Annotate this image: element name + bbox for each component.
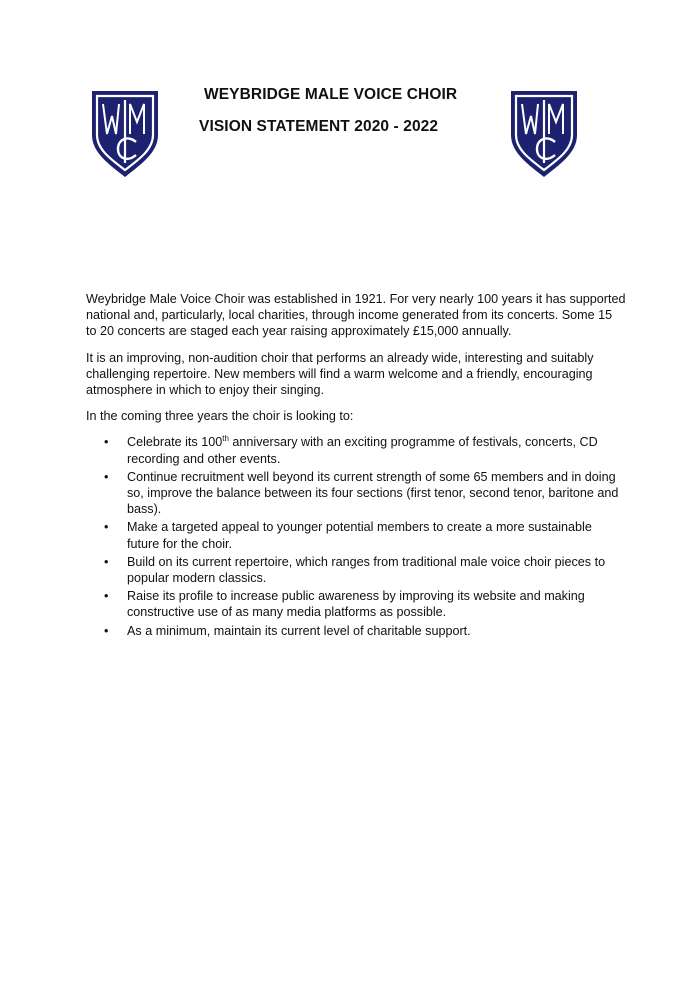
goals-intro-paragraph: In the coming three years the choir is looking to:	[86, 409, 354, 424]
choir-description-paragraph: It is an improving, non-audition choir that performs an already wide, interesting and suitably challenging repertoire. New members will find a warm welcome and a friendly, encouraging atmosphere in which to enjoy their singing.	[86, 350, 594, 398]
shield-crest-icon	[509, 89, 579, 179]
document-body	[86, 291, 626, 641]
vision-statement-heading: VISION STATEMENT 2020 - 2022	[199, 118, 439, 135]
goal-item: • Celebrate its 100th anniversary with an exciting programme of festivals, concerts, CD recording and other events.	[104, 434, 598, 466]
goal-item: • Continue recruitment well beyond its current strength of some 65 members and in doing so, improve the balance between its four sections (first tenor, second tenor, baritone and bass).	[104, 469, 619, 517]
goal-item: • As a minimum, maintain its current level of charitable support.	[104, 623, 471, 638]
bullet-icon: •	[104, 589, 109, 604]
choir-crest-logo-right	[509, 89, 579, 179]
bullet-icon: •	[104, 623, 109, 638]
choir-name-heading: WEYBRIDGE MALE VOICE CHOIR	[204, 86, 458, 103]
bullet-icon: •	[104, 435, 109, 450]
shield-crest-icon	[90, 89, 160, 179]
bullet-icon: •	[104, 469, 109, 484]
bullet-icon: •	[104, 554, 109, 569]
bullet-icon: •	[104, 520, 109, 535]
goal-item: • Make a targeted appeal to younger potential members to create a more sustainable future for the choir.	[104, 520, 592, 551]
goal-item: • Raise its profile to increase public awareness by improving its website and making constructive use of as many media platforms as possible.	[104, 589, 585, 620]
goal-item: • Build on its current repertoire, which ranges from traditional male voice choir pieces to popular modern classics.	[104, 554, 606, 586]
intro-paragraph: Weybridge Male Voice Choir was established in 1921. For very nearly 100 years it has supported national and, particularly, local charities, through income generated from its concerts. Some 15 to 20 concerts are staged each year raising approximately £15,000 annually.	[86, 292, 626, 339]
choir-crest-logo-left	[90, 89, 160, 179]
goals-list	[86, 434, 626, 638]
